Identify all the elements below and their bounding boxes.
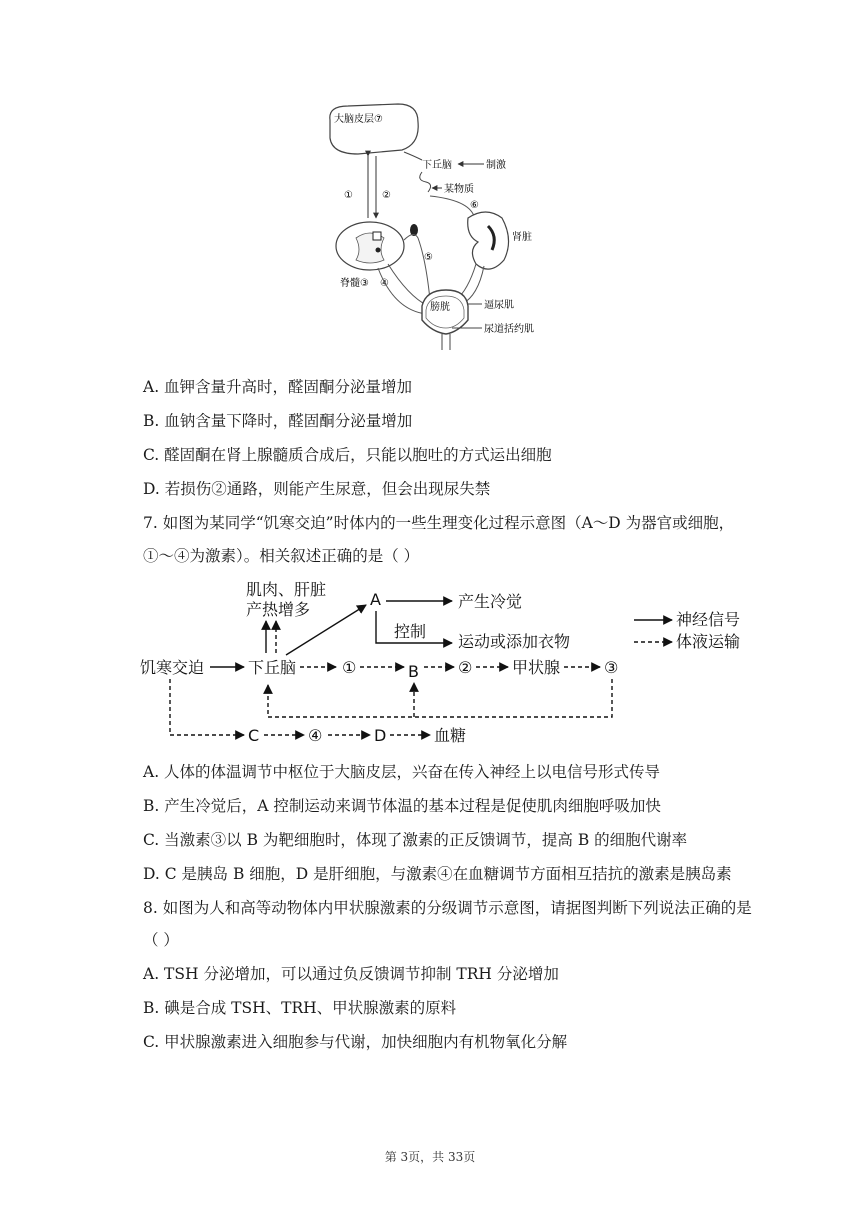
page-footer: 第 3页，共 33页 [384, 1150, 476, 1164]
number-6: ⑥ [470, 200, 479, 211]
cold-sensation-label: 产生冷觉 [458, 592, 523, 611]
heat-label: 产热增多 [246, 600, 311, 619]
organ-a-label: A [370, 590, 381, 609]
q8-option-a: A. TSH 分泌增加，可以通过负反馈调节抑制 TRH 分泌增加 [143, 965, 559, 983]
spinal-label: 脊髓③ [340, 278, 369, 289]
q8-option-b: B. 碘是合成 TSH、TRH、甲状腺激素的原料 [143, 999, 457, 1017]
behavior-label: 运动或添加衣物 [458, 632, 571, 651]
q6-option-a: A. 血钾含量升高时，醛固酮分泌量增加 [143, 378, 413, 396]
hormone-1: ① [342, 658, 357, 677]
hormone-4: ④ [308, 726, 323, 745]
kidney-label: 肾脏 [512, 232, 532, 243]
cortex-label: 大脑皮层⑦ [334, 114, 383, 125]
substance-label: 某物质 [444, 184, 474, 195]
cold-hunger-regulation-diagram [140, 575, 740, 770]
hypothalamus-label: 下丘脑 [422, 160, 452, 171]
q6-option-d: D. 若损伤②通路，则能产生尿意，但会出现尿失禁 [143, 480, 491, 498]
q6-option-c: C. 醛固酮在肾上腺髓质合成后，只能以胞吐的方式运出细胞 [143, 446, 552, 464]
detrusor-label: 逼尿肌 [484, 300, 514, 311]
q7-option-d: D. C 是胰岛 B 细胞，D 是肝细胞，与激素④在血糖调节方面相互拮抗的激素是胰岛素 [143, 865, 732, 883]
number-4: ④ [380, 278, 389, 289]
number-1: ① [344, 190, 353, 201]
hormone-3: ③ [604, 658, 619, 677]
cell-c-label: C [248, 726, 260, 745]
q7-stem-line1: 7. 如图为某同学“饥寒交迫”时体内的一些生理变化过程示意图（A～D 为器官或细胞， [143, 514, 735, 532]
organ-b-label: B [408, 662, 419, 681]
stimulus-label: 制激 [486, 160, 506, 171]
q7-option-a: A. 人体的体温调节中枢位于大脑皮层，兴奋在传入神经上以电信号形式传导 [143, 763, 661, 781]
bladder-label: 膀胱 [430, 302, 450, 313]
urination-reflex-diagram [318, 100, 548, 350]
hypothalamus-node: 下丘脑 [248, 658, 297, 677]
hunger-cold-label: 饥寒交迫 [140, 658, 205, 677]
blood-glucose-label: 血糖 [434, 726, 467, 745]
q6-option-b: B. 血钠含量下降时，醛固酮分泌量增加 [143, 412, 413, 430]
q7-stem-line2: ①～④为激素）。相关叙述正确的是（ ） [143, 547, 420, 565]
q7-option-b: B. 产生冷觉后，A 控制运动来调节体温的基本过程是促使肌肉细胞呼吸加快 [143, 797, 661, 815]
q8-stem-line2: （ ） [143, 931, 179, 949]
brain-shape [330, 104, 418, 154]
control-label: 控制 [394, 622, 427, 641]
q8-option-c: C. 甲状腺激素进入细胞参与代谢，加快细胞内有机物氧化分解 [143, 1033, 568, 1051]
legend-nerve-label: 神经信号 [676, 610, 740, 629]
number-2: ② [382, 190, 391, 201]
kidney-shape [468, 212, 509, 269]
number-5: ⑤ [424, 252, 433, 263]
thyroid-label: 甲状腺 [512, 658, 561, 677]
legend-fluid-label: 体液运输 [676, 632, 740, 651]
sphincter-label: 尿道括约肌 [484, 324, 534, 335]
muscle-liver-label: 肌肉、肝脏 [246, 580, 327, 599]
cell-d-label: D [374, 726, 387, 745]
q8-stem-line1: 8. 如图为人和高等动物体内甲状腺激素的分级调节示意图，请据图判断下列说法正确的是 [143, 899, 752, 917]
hormone-2: ② [458, 658, 473, 677]
q7-option-c: C. 当激素③以 B 为靶细胞时，体现了激素的正反馈调节，提高 B 的细胞代谢率 [143, 831, 688, 849]
